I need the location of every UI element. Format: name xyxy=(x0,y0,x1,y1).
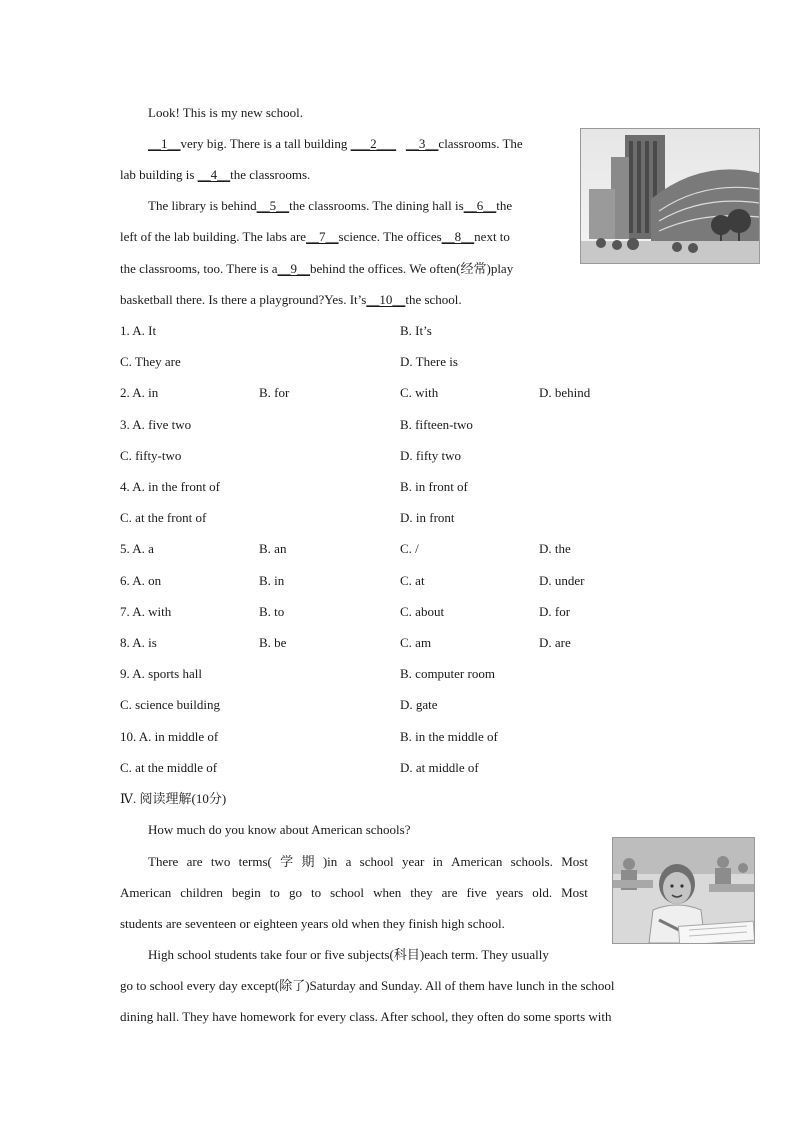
q2-option-b: B. for xyxy=(259,385,290,400)
blank-8: __8__ xyxy=(441,229,475,244)
cloze-text: basketball there. Is there a playground?Yes. It’s xyxy=(120,292,367,307)
q1-option-d: D. There is xyxy=(400,354,458,369)
q5-option-c: C. / xyxy=(400,541,419,556)
q4-option-d: D. in front xyxy=(400,510,455,525)
reading-intro: How much do you know about American schools? xyxy=(148,822,411,837)
reading-word: begin xyxy=(231,885,261,900)
blank-9: __9__ xyxy=(277,261,311,276)
q3-option-c: C. fifty-two xyxy=(120,448,182,463)
section-heading: Ⅳ. 阅读理解(10分) xyxy=(120,791,227,806)
school-building-icon xyxy=(581,129,759,263)
q5-option-a: 5. A. a xyxy=(120,541,154,556)
cloze-text: the school. xyxy=(405,292,462,307)
cloze-text: the xyxy=(496,198,513,213)
q4-option-b: B. in front of xyxy=(400,479,468,494)
cloze-intro: Look! This is my new school. xyxy=(148,105,304,120)
blank-6: __6__ xyxy=(463,198,497,213)
cloze-line-5 xyxy=(120,261,513,277)
reading-word: Most xyxy=(561,885,588,900)
cloze-line-6 xyxy=(120,292,462,308)
cloze-text: The library is behind xyxy=(148,198,257,213)
cloze-text: next to xyxy=(474,229,510,244)
reading-word: they xyxy=(410,885,433,900)
q9-option-a: 9. A. sports hall xyxy=(120,666,202,681)
reading-line-2 xyxy=(120,885,588,901)
reading-word: school xyxy=(359,854,394,869)
reading-word: terms( xyxy=(238,854,272,869)
q6-option-b: B. in xyxy=(259,573,285,588)
reading-word: year xyxy=(401,854,425,869)
reading-word: schools. xyxy=(510,854,553,869)
q5-option-d: D. the xyxy=(539,541,571,556)
q10-option-c: C. at the middle of xyxy=(120,760,218,775)
school-building-photo xyxy=(580,128,760,264)
reading-word: a xyxy=(345,854,352,869)
reading-word: in xyxy=(432,854,443,869)
reading-word: old. xyxy=(532,885,553,900)
cloze-line-3 xyxy=(148,198,512,214)
reading-word: )in xyxy=(322,854,338,869)
q3-option-d: D. fifty two xyxy=(400,448,462,463)
q2-option-c: C. with xyxy=(400,385,439,400)
q10-option-a: 10. A. in middle of xyxy=(120,729,219,744)
blank-10: __10__ xyxy=(366,292,406,307)
cloze-line-4 xyxy=(120,229,510,245)
q10-option-b: B. in the middle of xyxy=(400,729,498,744)
q1-option-c: C. They are xyxy=(120,354,181,369)
q8-option-b: B. be xyxy=(259,635,287,650)
q7-option-c: C. about xyxy=(400,604,445,619)
q6-option-a: 6. A. on xyxy=(120,573,162,588)
blank-4: __4__ xyxy=(197,167,231,182)
q6-option-d: D. under xyxy=(539,573,585,588)
q4-option-a: 4. A. in the front of xyxy=(120,479,221,494)
q5-option-b: B. an xyxy=(259,541,287,556)
cloze-text: behind the offices. We often(经常)play xyxy=(310,261,514,276)
reading-word: two xyxy=(210,854,231,869)
blank-1: __1__ xyxy=(148,136,181,151)
reading-word: school xyxy=(330,885,365,900)
reading-line-6: dining hall. They have homework for every class. After school, they often do some sports with xyxy=(120,1009,612,1024)
q9-option-c: C. science building xyxy=(120,697,221,712)
reading-line-5: go to school every day except(除了)Saturday and Sunday. All of them have lunch in the school xyxy=(120,978,615,993)
blank-7: __7__ xyxy=(306,229,339,244)
reading-word: when xyxy=(373,885,402,900)
reading-word: There xyxy=(148,854,179,869)
cloze-text: the classrooms, too. There is a xyxy=(120,261,278,276)
reading-word: five xyxy=(466,885,487,900)
reading-word: go xyxy=(288,885,302,900)
blank-2: ___2___ xyxy=(350,136,397,151)
cloze-text: classrooms. The xyxy=(438,136,523,151)
q7-option-b: B. to xyxy=(259,604,285,619)
q3-option-b: B. fifteen-two xyxy=(400,417,473,432)
q10-option-d: D. at middle of xyxy=(400,760,479,775)
cloze-text: lab building is xyxy=(120,167,198,182)
q1-option-a: 1. A. It xyxy=(120,323,157,338)
reading-word: to xyxy=(310,885,322,900)
cloze-text: the classrooms. xyxy=(230,167,311,182)
reading-line-1 xyxy=(148,854,588,870)
reading-word: Most xyxy=(561,854,588,869)
q1-option-b: B. It’s xyxy=(400,323,432,338)
student-classroom-photo xyxy=(612,837,755,944)
q9-option-d: D. gate xyxy=(400,697,438,712)
reading-word: 学 xyxy=(280,854,294,869)
student-classroom-icon xyxy=(613,838,754,943)
q8-option-c: C. am xyxy=(400,635,432,650)
q7-option-d: D. for xyxy=(539,604,571,619)
reading-word: 期 xyxy=(301,854,315,869)
q8-option-a: 8. A. is xyxy=(120,635,157,650)
q8-option-d: D. are xyxy=(539,635,571,650)
q9-option-b: B. computer room xyxy=(400,666,495,681)
reading-word: are xyxy=(186,854,203,869)
cloze-line-2 xyxy=(120,167,310,183)
reading-word: are xyxy=(441,885,458,900)
reading-word: years xyxy=(495,885,524,900)
cloze-text: the classrooms. The dining hall is xyxy=(289,198,464,213)
reading-word: children xyxy=(180,885,223,900)
cloze-line-1 xyxy=(148,136,552,152)
q2-option-a: 2. A. in xyxy=(120,385,159,400)
cloze-text: very big. There is a tall building xyxy=(180,136,351,151)
reading-line-3: students are seventeen or eighteen years old when they finish high school. xyxy=(120,916,505,931)
blank-3: __3__ xyxy=(405,136,439,151)
reading-word: American xyxy=(451,854,503,869)
reading-line-4: High school students take four or five subjects(科目)each term. They usually xyxy=(148,947,549,962)
q2-option-d: D. behind xyxy=(539,385,591,400)
q7-option-a: 7. A. with xyxy=(120,604,172,619)
q3-option-a: 3. A. five two xyxy=(120,417,192,432)
cloze-text: science. The offices xyxy=(338,229,442,244)
blank-5: __5__ xyxy=(256,198,290,213)
q6-option-c: C. at xyxy=(400,573,425,588)
cloze-text: left of the lab building. The labs are xyxy=(120,229,307,244)
reading-word: to xyxy=(269,885,280,900)
reading-word: American xyxy=(120,885,172,900)
q4-option-c: C. at the front of xyxy=(120,510,207,525)
